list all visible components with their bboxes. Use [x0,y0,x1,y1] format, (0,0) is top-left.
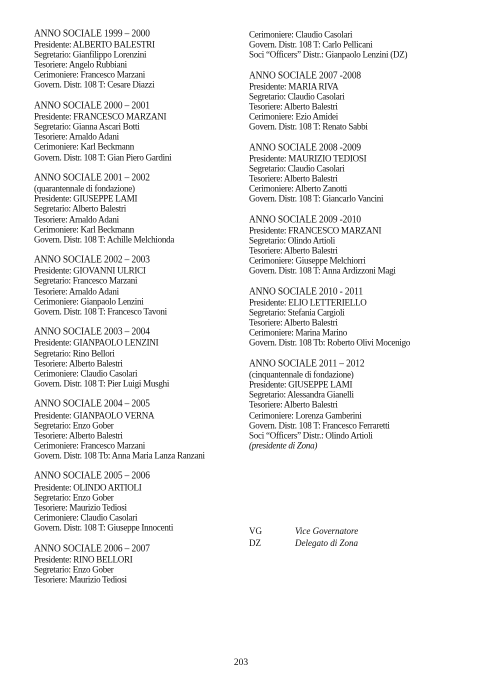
entry-line: Cerimoniere: Claudio Casolari [34,367,138,379]
entry-line: Cerimoniere: Alberto Zanotti [249,183,347,194]
legend-row [249,526,358,538]
entry-line: Presidente: GIOVANNI ULRICI [34,265,146,276]
entry-line: (quarantennale di fondazione) [34,183,135,194]
entry-line: (presidente di Zona) [249,439,318,451]
entry-line: Segretario: Enzo Gober [34,563,114,575]
entry-line: Cerimoniere: Gianpaolo Lenzini [34,295,144,307]
entry-line: Presidente: OLINDO ARTIOLI [34,481,142,493]
entry-line: Govern. Distr. 108 T: Pier Luigi Musghi [34,377,170,389]
entry-line: Segretario: Enzo Gober [34,491,114,503]
entry-line: Presidente: GIUSEPPE LAMI [249,379,353,390]
entry-line: Segretario: Olindo Artioli [249,235,335,246]
entry-line: Tesoriere: Arnaldo Adani [34,285,119,297]
year-heading: ANNO SOCIALE 2007 -2008 [249,70,362,82]
year-heading: ANNO SOCIALE 2005 – 2006 [34,471,150,483]
year-entry [34,101,240,162]
entry-line: Govern. Distr. 108 T: Anna Ardizzoni Magi [249,265,396,276]
entry-line: Segretario: Alberto Balestri [34,203,126,215]
entry-line: Govern. Distr. 108 Tb: Roberto Olivi Mocenigo [249,337,411,349]
entry-line: Presidente: GIANPAOLO VERNA [34,409,155,421]
entry-line: Cerimoniere: Francesco Marzani [34,439,145,451]
entry-line: Presidente: RINO BELLORI [34,553,133,565]
entry-line: Tesoriere: Alberto Balestri [249,101,338,112]
entry-line: Tesoriere: Arnaldo Adani [34,131,119,142]
entry-line: Segretario: Francesco Marzani [34,275,138,287]
entry-line: Tesoriere: Alberto Balestri [34,429,123,441]
year-entry [249,287,469,348]
abbreviation-legend [249,526,358,549]
year-entry [34,544,240,584]
entry-line: Segretario: Stefania Cargioli [249,307,345,318]
entry-line: Presidente: FRANCESCO MARZANI [34,111,167,122]
year-heading: ANNO SOCIALE 2010 - 2011 [249,286,363,298]
legend-desc: Vice Governatore [295,526,359,536]
year-entry [34,471,240,532]
entry-line: Tesoriere: Maurizio Tediosi [34,573,127,585]
entry-line: Soci “Officers” Distr.: Gianpaolo Lenzini (DZ) [249,49,408,60]
year-entry [249,143,469,204]
year-entry [249,215,469,276]
legend-abbr: VG [249,526,262,536]
year-heading: ANNO SOCIALE 2003 – 2004 [34,327,150,338]
year-entry [34,29,240,90]
entry-line: Govern. Distr. 108 T: Achille Melchionda [34,233,175,245]
year-heading: ANNO SOCIALE 2000 – 2001 [34,101,150,112]
entry-line: Presidente: MAURIZIO TEDIOSI [249,152,367,164]
entry-line: Cerimoniere: Lorenza Gamberini [249,409,362,421]
entry-line: Segretario: Enzo Gober [34,419,114,431]
entry-line: Govern. Distr. 108 T: Renato Sabbi [249,121,368,132]
year-heading: ANNO SOCIALE 2001 – 2002 [34,173,150,184]
entry-line: Soci “Officers” Distr.: Olindo Artioli [249,429,373,441]
left-column [34,29,240,595]
year-entry [34,255,240,316]
entry-line: Segretario: Claudio Casolari [249,163,345,174]
entry-line: Cerimoniere: Marina Marino [249,327,347,338]
entry-line: Tesoriere: Arnaldo Adani [34,213,119,225]
year-heading: ANNO SOCIALE 2002 – 2003 [34,255,150,266]
year-entry [34,399,240,460]
entry-line: Presidente: MARIA RIVA [249,80,339,92]
year-entry [34,327,240,388]
year-heading: ANNO SOCIALE 1999 – 2000 [34,29,150,40]
entry-line: Tesoriere: Alberto Balestri [249,399,338,411]
entry-line: Segretario: Rino Bellori [34,347,115,359]
entry-line: (cinquantennale di fondazione) [249,369,354,380]
year-entry [249,29,469,59]
year-heading: ANNO SOCIALE 2009 -2010 [249,214,362,226]
entry-line: Govern. Distr. 108 T: Francesco Tavoni [34,305,167,317]
page-number: 203 [233,658,249,668]
entry-line: Govern. Distr. 108 Tb: Anna Maria Lanza Ranzani [34,449,205,461]
entry-line: Cerimoniere: Karl Beckmann [34,223,134,235]
legend-abbr: DZ [249,537,261,548]
entry-line: Govern. Distr. 108 T: Gian Piero Gardini [34,151,172,163]
entry-line: Cerimoniere: Karl Beckmann [34,141,134,153]
entry-line: Cerimoniere: Ezio Amidei [249,111,338,122]
year-heading: ANNO SOCIALE 2004 – 2005 [34,399,150,411]
entry-line: Presidente: GIANPAOLO LENZINI [34,337,159,349]
year-entry [249,71,469,132]
entry-line: Presidente: FRANCESCO MARZANI [249,225,382,236]
entry-line: Tesoriere: Alberto Balestri [34,357,123,369]
entry-line: Segretario: Claudio Casolari [249,90,345,102]
entry-line: Segretario: Gianna Ascari Botti [34,121,140,132]
right-column [249,29,469,461]
year-heading: ANNO SOCIALE 2008 -2009 [249,142,362,154]
entry-line: Govern. Distr. 108 T: Giancarlo Vancini [249,193,384,204]
year-heading: ANNO SOCIALE 2011 – 2012 [249,359,365,370]
entry-line: Cerimoniere: Claudio Casolari [249,29,353,40]
entry-line: Tesoriere: Alberto Balestri [249,317,338,328]
entry-line: Tesoriere: Alberto Balestri [249,245,338,256]
entry-line: Govern. Distr. 108 T: Cesare Diazzi [34,79,155,91]
entry-line: Segretario: Alessandra Gianelli [249,389,354,400]
entry-line: Tesoriere: Maurizio Tediosi [34,501,127,513]
legend-desc: Delegato di Zona [295,537,358,548]
entry-line: Segretario: Gianfilippo Lorenzini [34,49,147,60]
entry-line: Govern. Distr. 108 T: Carlo Pellicani [249,39,373,50]
entry-line: Presidente: ELIO LETTERIELLO [249,297,367,308]
entry-line: Presidente: ALBERTO BALESTRI [34,39,155,50]
entry-line: Presidente: GIUSEPPE LAMI [34,193,138,204]
entry-line: Govern. Distr. 108 T: Francesco Ferraretti [249,419,390,431]
entry-line: Govern. Distr. 108 T: Giuseppe Innocenti [34,521,174,533]
entry-line: Cerimoniere: Claudio Casolari [34,511,138,523]
entry-line: Cerimoniere: Giuseppe Melchiorri [249,255,366,266]
entry-line: Cerimoniere: Francesco Marzani [34,69,145,80]
entry-line: Tesoriere: Alberto Balestri [249,173,338,184]
year-heading: ANNO SOCIALE 2006 – 2007 [34,543,150,555]
entry-line: Tesoriere: Angelo Rubbiani [34,59,127,70]
year-entry [34,173,240,244]
year-entry [249,359,469,450]
legend-row [249,538,358,550]
